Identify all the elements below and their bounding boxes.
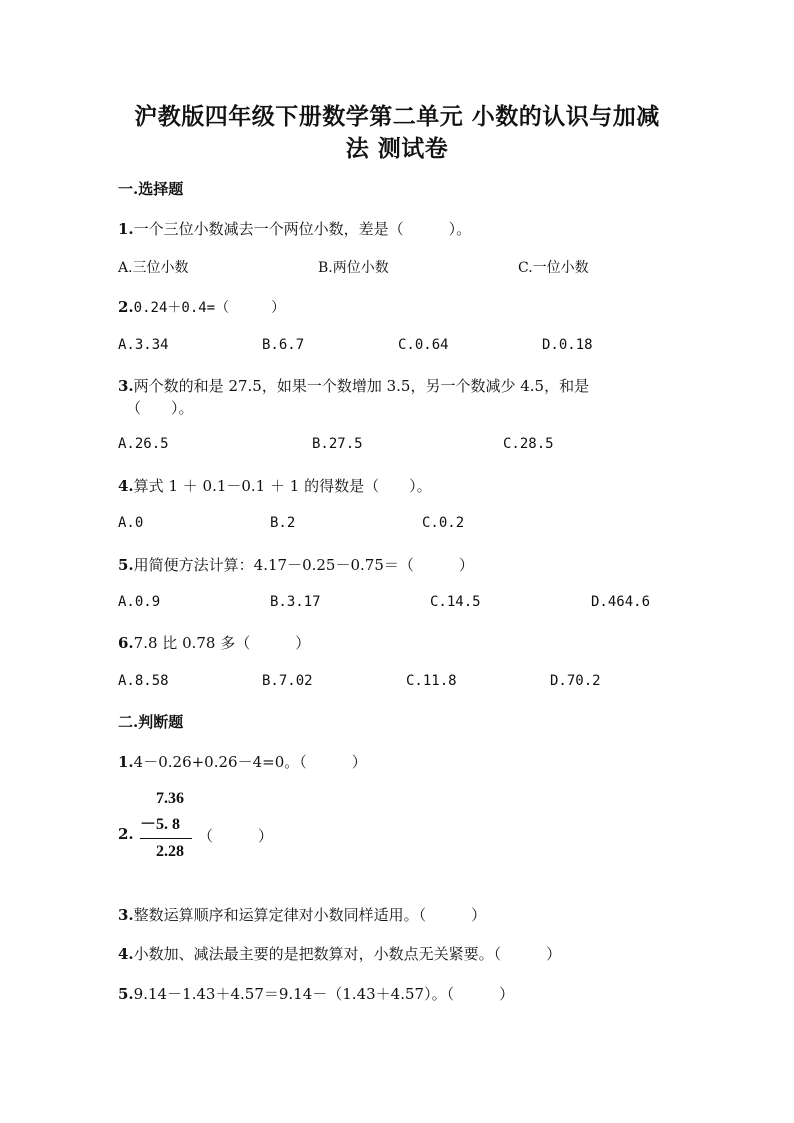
question-number: 5. bbox=[118, 556, 134, 574]
question-number: 2. bbox=[118, 298, 134, 316]
option-c: C.一位小数 bbox=[518, 260, 589, 276]
question-text: 一个三位小数减去一个两位小数，差是（ ）。 bbox=[133, 220, 472, 238]
question-number: 3. bbox=[118, 377, 134, 395]
question-number: 1. bbox=[118, 220, 134, 238]
question-5 bbox=[118, 554, 474, 575]
judgement-1 bbox=[118, 751, 367, 772]
subtrahend: －5. 8 bbox=[140, 816, 181, 833]
question-1 bbox=[118, 218, 471, 239]
question-text: 整数运算顺序和运算定律对小数同样适用。（ ） bbox=[133, 906, 487, 924]
judgement-2 bbox=[118, 825, 134, 843]
question-number: 1. bbox=[118, 753, 134, 771]
question-number: 6. bbox=[118, 634, 134, 652]
option-d: D.0.18 bbox=[542, 337, 593, 353]
option-b: B.2 bbox=[270, 515, 296, 531]
judgement-5 bbox=[118, 983, 514, 1004]
document-title-line1: 沪教版四年级下册数学第二单元 小数的认识与加减 bbox=[134, 103, 660, 130]
option-b: B.两位小数 bbox=[318, 260, 389, 276]
question-4 bbox=[118, 475, 432, 496]
question-number: 2. bbox=[118, 825, 134, 843]
section-heading-judgement: 二.判断题 bbox=[118, 713, 184, 731]
question-text: 两个数的和是 27.5，如果一个数增加 3.5，另一个数减少 4.5，和是 bbox=[133, 377, 590, 395]
document-title-line2: 法 测试卷 bbox=[345, 135, 449, 162]
question-3-continuation: （ ）。 bbox=[126, 399, 194, 417]
question-text: 0.24＋0.4=（ ） bbox=[133, 300, 286, 316]
question-text: 4－0.26+0.26－4=0。（ ） bbox=[133, 753, 367, 771]
judgement-4 bbox=[118, 943, 561, 964]
vertical-subtraction bbox=[140, 786, 196, 865]
option-a: A.三位小数 bbox=[118, 260, 189, 276]
option-c: C.28.5 bbox=[503, 436, 554, 452]
difference: 2.28 bbox=[156, 843, 184, 860]
option-c: C.0.2 bbox=[422, 515, 465, 531]
option-b: B.6.7 bbox=[262, 337, 305, 353]
question-text: 小数加、减法最主要的是把数算对，小数点无关紧要。（ ） bbox=[133, 945, 562, 963]
section-heading-choice: 一.选择题 bbox=[118, 180, 184, 198]
question-number: 4. bbox=[118, 477, 134, 495]
option-b: B.27.5 bbox=[312, 436, 363, 452]
question-6 bbox=[118, 632, 310, 653]
option-c: C.14.5 bbox=[430, 594, 481, 610]
answer-paren: （ ） bbox=[198, 827, 274, 845]
question-3 bbox=[118, 375, 589, 396]
option-a: A.8.58 bbox=[118, 673, 169, 689]
option-a: A.0 bbox=[118, 515, 144, 531]
option-d: D.464.6 bbox=[591, 594, 651, 610]
option-a: A.26.5 bbox=[118, 436, 169, 452]
question-2 bbox=[118, 297, 285, 317]
minuend: 7.36 bbox=[156, 790, 184, 807]
option-c: C.0.64 bbox=[398, 337, 449, 353]
question-number: 5. bbox=[118, 985, 134, 1003]
question-text: 9.14－1.43＋4.57＝9.14－（1.43＋4.57）。（ ） bbox=[133, 985, 515, 1003]
question-text: 用简便方法计算：4.17－0.25－0.75＝（ ） bbox=[133, 556, 474, 574]
option-d: D.70.2 bbox=[550, 673, 601, 689]
judgement-3 bbox=[118, 904, 486, 925]
option-c: C.11.8 bbox=[406, 673, 457, 689]
option-b: B.3.17 bbox=[270, 594, 321, 610]
question-number: 4. bbox=[118, 945, 134, 963]
option-b: B.7.02 bbox=[262, 673, 313, 689]
question-number: 3. bbox=[118, 906, 134, 924]
question-text: 算式 1 ＋ 0.1－0.1 ＋ 1 的得数是（ ）。 bbox=[133, 477, 432, 495]
option-a: A.3.34 bbox=[118, 337, 169, 353]
question-text: 7.8 比 0.78 多（ ） bbox=[133, 634, 311, 652]
option-a: A.0.9 bbox=[118, 594, 161, 610]
